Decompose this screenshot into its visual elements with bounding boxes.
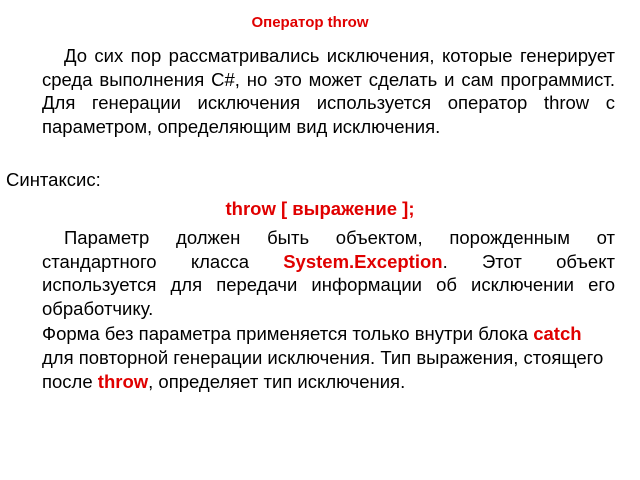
parameter-paragraph	[42, 226, 615, 320]
form-text-part2: для повторной генерации исключения. Тип выражения, стоящего после	[42, 347, 604, 392]
form-paragraph	[42, 322, 615, 394]
keyword-system-exception: System.Exception	[283, 250, 443, 272]
form-text-part1: Форма без параметра применяется только внутри блока	[42, 323, 534, 344]
intro-paragraph: До сих пор рассматривались исключения, которые генерирует среда выполнения C#, но это может сделать и сам программист. Для генерации исключения используется оператор throw с параметром, определяющим вид исключения.	[42, 45, 615, 137]
syntax-statement: throw [ выражение ];	[225, 198, 415, 219]
slide-title: Оператор throw	[251, 14, 369, 31]
form-text-part3: , определяет тип исключения.	[148, 371, 406, 392]
keyword-throw: throw	[97, 371, 149, 392]
parameter-text-before: Параметр должен быть объектом, порожденным от стандартного класса	[42, 227, 615, 272]
keyword-catch: catch	[533, 323, 582, 344]
parameter-text-after: . Этот объект используется для передачи информации об исключении его обработчику.	[42, 250, 615, 319]
syntax-label: Синтаксис:	[6, 169, 101, 190]
